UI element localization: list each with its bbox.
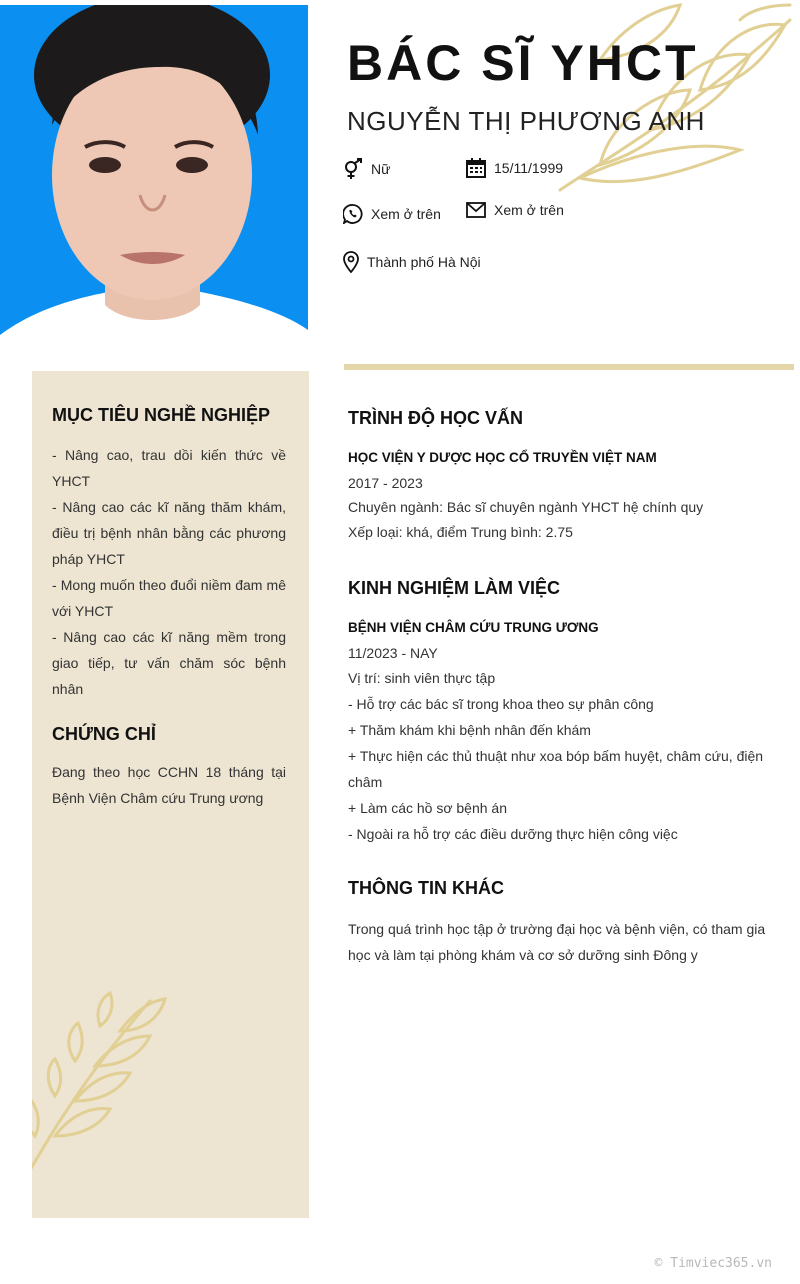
gender-value: Nữ <box>371 161 391 177</box>
education-rank: Xếp loại: khá, điểm Trung bình: 2.75 <box>348 523 573 540</box>
gender-icon <box>343 158 363 180</box>
experience-period: 11/2023 - NAY <box>348 644 438 661</box>
employer-name: BỆNH VIỆN CHÂM CỨU TRUNG ƯƠNG <box>348 620 599 635</box>
other-info-heading: THÔNG TIN KHÁC <box>348 878 504 898</box>
education-major: Chuyên ngành: Bác sĩ chuyên ngành YHCT hệ chính quy <box>348 499 704 515</box>
job-title: BÁC SĨ YHCT <box>347 35 699 91</box>
school-name: HỌC VIỆN Y DƯỢC HỌC CỔ TRUYỀN VIỆT NAM <box>348 450 657 465</box>
avatar-icon <box>0 5 308 371</box>
other-info-text: Trong quá trình học tập ở trường đại học và bệnh viện, có tham gia học và làm tại phòng khám và cơ sở dưỡng sinh Đông y <box>348 921 766 963</box>
birthdate-info <box>466 158 563 178</box>
address-info <box>343 251 481 273</box>
experience-section <box>348 616 768 847</box>
candidate-name: NGUYỄN THỊ PHƯƠNG ANH <box>347 106 705 136</box>
whatsapp-icon <box>343 204 363 224</box>
objective-line: - Nâng cao, trau dồi kiến thức về YHCT <box>52 447 286 489</box>
other-info-section <box>348 916 768 968</box>
objective-line: - Nâng cao các kĩ năng thăm khám, điều trị bệnh nhân bằng các phương pháp YHCT <box>52 499 286 567</box>
phone-value: Xem ở trên <box>371 206 441 222</box>
leaf-decoration-bottom-icon <box>32 991 170 1211</box>
email-value: Xem ở trên <box>494 202 564 218</box>
education-heading: TRÌNH ĐỘ HỌC VẤN <box>348 408 523 428</box>
experience-line: + Thăm khám khi bệnh nhân đến khám <box>348 722 591 738</box>
education-section <box>348 446 768 544</box>
experience-line: - Ngoài ra hỗ trợ các điều dưỡng thực hiện công việc <box>348 826 678 842</box>
mail-icon <box>466 202 486 218</box>
address-value: Thành phố Hà Nội <box>367 254 481 270</box>
certificate-text <box>52 759 286 811</box>
header-divider <box>344 364 794 370</box>
phone-info <box>343 204 441 224</box>
profile-photo <box>0 5 308 371</box>
certificate-heading: CHỨNG CHỈ <box>52 724 156 744</box>
birthdate-value: 15/11/1999 <box>494 160 564 176</box>
gender-info <box>343 158 390 180</box>
objective-line: - Nâng cao các kĩ năng mềm trong giao tiếp, tư vấn chăm sóc bệnh nhân <box>52 629 286 697</box>
objective-text <box>52 442 286 702</box>
experience-heading: KINH NGHIỆM LÀM VIỆC <box>348 578 561 598</box>
experience-line: - Hỗ trợ các bác sĩ trong khoa theo sự phân công <box>348 696 654 712</box>
objective-line: - Mong muốn theo đuổi niềm đam mê với YHCT <box>52 577 286 619</box>
experience-line: + Thực hiện các thủ thuật như xoa bóp bấm huyệt, châm cứu, điện châm <box>348 748 764 790</box>
education-years: 2017 - 2023 <box>348 474 423 491</box>
watermark: © Timviec365.vn <box>654 1256 772 1271</box>
leaf-decoration-top-icon <box>540 0 800 200</box>
objective-heading: MỤC TIÊU NGHỀ NGHIỆP <box>52 405 271 425</box>
experience-line: + Làm các hồ sơ bệnh án <box>348 800 508 816</box>
experience-line: Vị trí: sinh viên thực tập <box>348 670 496 686</box>
location-pin-icon <box>343 251 359 273</box>
certificate-line: Đang theo học CCHN 18 tháng tại Bệnh Viện Châm cứu Trung ương <box>52 764 286 806</box>
email-info <box>466 202 564 218</box>
calendar-icon <box>466 158 486 178</box>
